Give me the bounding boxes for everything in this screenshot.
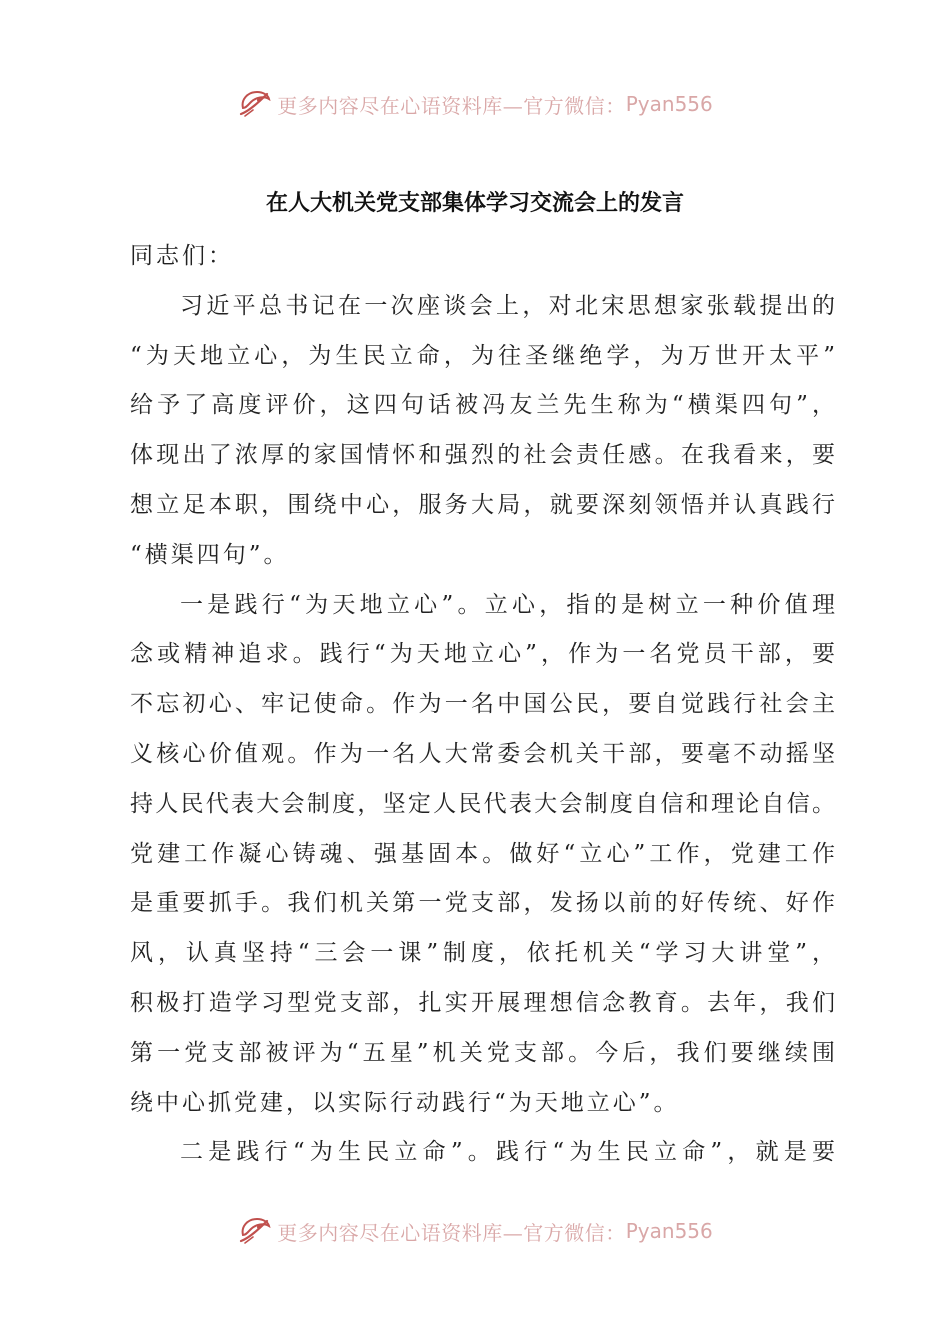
text-line: 第一党支部被评为“五星”机关党支部。今后，我们要继续围 [130,1039,835,1066]
footer-watermark [0,1211,950,1251]
document-title: 在人大机关党支部集体学习交流会上的发言 [265,191,684,216]
text-line: 二是践行“为生民立命”。践行“为生民立命”，就是要 [180,1139,835,1166]
text-line: 习近平总书记在一次座谈会上，对北宋思想家张载提出的 [180,292,835,319]
text-line: 积极打造学习型党支部，扎实开展理想信念教育。去年，我们 [130,989,835,1016]
text-line: 义核心价值观。作为一名人大常委会机关干部，要毫不动摇坚 [130,740,835,767]
text-line: 绕中心抓党建，以实际行动践行“为天地立心”。 [130,1089,680,1116]
text-line: 念或精神追求。践行“为天地立心”，作为一名党员干部，要 [130,641,835,668]
document-body [130,236,835,1182]
text-line: 风，认真坚持“三会一课”制度，依托机关“学习大讲堂”， [130,940,835,967]
watermark-text: 更多内容尽在心语资料库—官方微信： [277,1220,626,1245]
text-line: 党建工作凝心铸魂、强基固本。做好“立心”工作，党建工作 [130,840,835,867]
text-line: 不忘初心、牢记使命。作为一名中国公民，要自觉践行社会主 [130,691,835,718]
text-line: 一是践行“为天地立心”。立心，指的是树立一种价值理 [180,591,835,618]
quill-logo-icon [237,1213,273,1249]
watermark-text: 更多内容尽在心语资料库—官方微信： [277,93,626,118]
header-watermark [0,84,950,124]
text-line: 给予了高度评价，这四句话被冯友兰先生称为“横渠四句”， [130,392,835,419]
text-line: 是重要抓手。我们机关第一党支部，发扬以前的好传统、好作 [130,890,835,917]
text-line: 持人民代表大会制度，坚定人民代表大会制度自信和理论自信。 [130,790,835,817]
watermark-wechat-id: Pyan556 [625,92,713,116]
text-line: 想立足本职，围绕中心，服务大局，就要深刻领悟并认真践行 [130,491,835,518]
watermark-wechat-id: Pyan556 [625,1219,713,1243]
text-line: “为天地立心，为生民立命，为往圣继绝学，为万世开太平” [130,342,835,369]
text-line: “横渠四句”。 [130,541,290,568]
quill-logo-icon [237,86,273,122]
salutation: 同志们： [130,243,234,269]
text-line: 体现出了浓厚的家国情怀和强烈的社会责任感。在我看来，要 [130,442,835,469]
